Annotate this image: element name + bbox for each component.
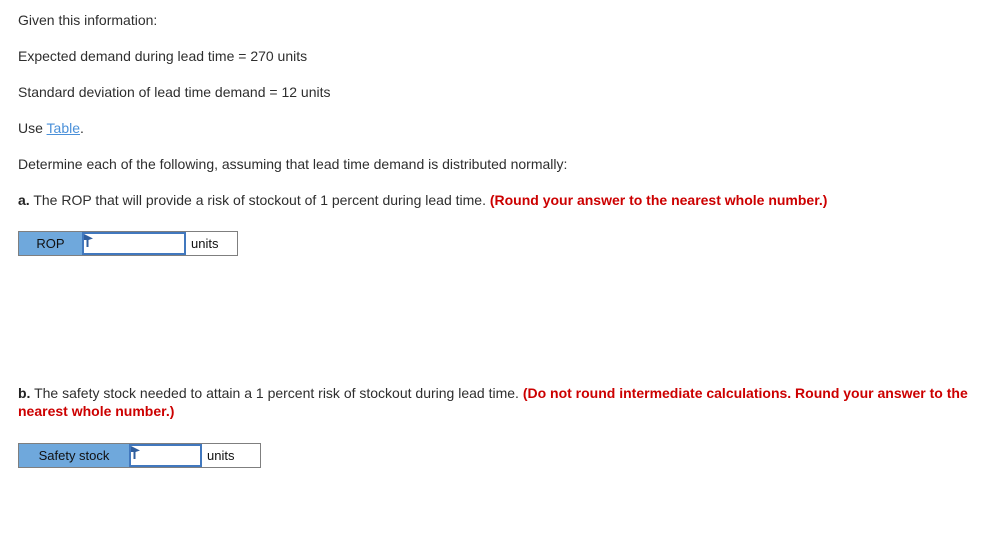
part-a-label: a. [18, 192, 30, 208]
rop-row-label: ROP [19, 232, 82, 255]
part-b-label: b. [18, 385, 31, 401]
std-deviation-line: Standard deviation of lead time demand = 12 units [18, 84, 331, 100]
safety-stock-units-label: units [202, 444, 260, 467]
safety-stock-input[interactable] [131, 446, 200, 465]
part-b-question-text: The safety stock needed to attain a 1 percent risk of stockout during lead time. [30, 385, 523, 401]
rop-units-label: units [186, 232, 237, 255]
use-suffix-text: . [80, 120, 84, 136]
safety-stock-input-cell[interactable] [129, 444, 202, 467]
use-prefix-text: Use [18, 120, 47, 136]
use-table-line [18, 119, 968, 137]
part-a-instruction: (Round your answer to the nearest whole number.) [489, 192, 828, 208]
rop-answer-table [18, 231, 238, 256]
part-b-question [18, 384, 968, 420]
part-b-instruction: (Do not round intermediate calculations. Round your answer to the nearest whole number.) [18, 385, 968, 419]
safety-stock-answer-table [18, 443, 261, 468]
intro-given-line: Given this information: [18, 12, 158, 28]
table-link[interactable]: Table [46, 120, 81, 136]
expected-demand-line: Expected demand during lead time = 270 units [18, 48, 308, 64]
part-a-question-text: The ROP that will provide a risk of stockout of 1 percent during lead time. [29, 192, 490, 208]
rop-input-cell[interactable] [82, 232, 186, 255]
safety-stock-row-label: Safety stock [19, 444, 129, 467]
part-a-question [18, 191, 968, 209]
rop-input[interactable] [84, 234, 184, 253]
determine-line: Determine each of the following, assuming that lead time demand is distributed normally: [18, 156, 568, 172]
